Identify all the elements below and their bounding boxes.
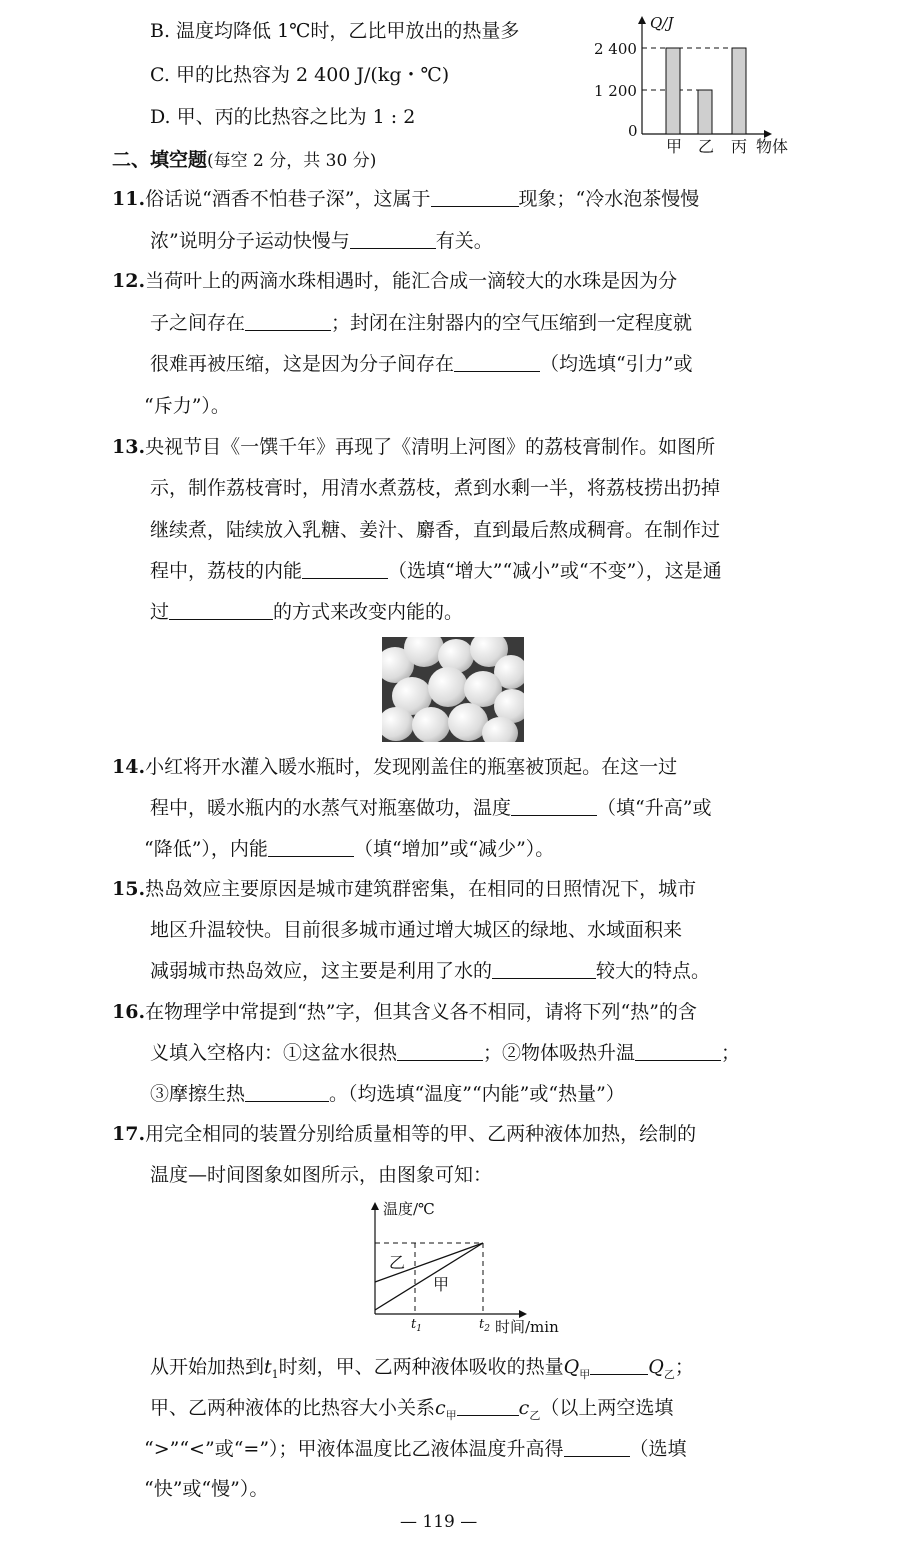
bar-bing [732,48,746,134]
q12-blank-1[interactable] [245,314,331,331]
q13-text-1: 央视节目《一馔千年》再现了《清明上河图》的荔枝膏制作。如图所 [145,436,716,458]
bar-chart-ylabel: Q/J [650,14,674,32]
q17-c-yi: c [518,1397,530,1419]
q14-text-2: 程中，暖水瓶内的水蒸气对瓶塞做功，温度 [150,797,512,819]
q17-blank-2[interactable] [457,1399,519,1416]
q12-line4: “斥力”）。 [144,395,230,417]
q15-text-1: 热岛效应主要原因是城市建筑群密集，在相同的日照情况下，城市 [145,878,697,900]
q17-c-jia-sub: 甲 [445,1408,457,1422]
q12-text-2: 子之间存在 [150,312,246,334]
q16-text-6: 。（均选填“温度”“内能”或“热量”） [329,1083,625,1105]
q15-text-2: 减弱城市热岛效应，这主要是利用了水的 [150,960,493,982]
q17-line1 [112,1125,696,1144]
q17-text-4: 甲、乙两种液体的比热容大小关系 [150,1397,436,1419]
q17-line5 [144,1440,687,1459]
line-chart-xlabel: 时间/min [495,1318,559,1336]
q14-line3 [144,840,554,859]
q16-text-4: ； [721,1042,741,1064]
bar-chart-xlabel: 物体 [756,137,789,156]
q17-line2: 温度—时间图象如图所示，由图象可知： [150,1164,493,1186]
q12-line1 [112,272,677,291]
q17-text-1: 用完全相同的装置分别给质量相等的甲、乙两种液体加热，绘制的 [145,1123,697,1145]
q12-text-1: 当荷叶上的两滴水珠相遇时，能汇合成一滴较大的水珠是因为分 [145,270,678,292]
page-number: — 119 — [400,1512,478,1532]
q11-text-4: 有关。 [435,230,493,252]
q12-blank-2[interactable] [454,355,540,372]
q16-line1 [112,1003,697,1022]
q17-number: 17. [112,1123,146,1145]
q11-blank-2[interactable] [350,232,436,249]
q14-line1 [112,758,677,777]
q16-blank-2[interactable] [635,1044,721,1061]
q16-text-3: ；②物体吸热升温 [483,1042,636,1064]
q17-text-5: （以上两空选填 [540,1397,674,1419]
q17-line4 [150,1399,673,1421]
q16-text-1: 在物理学中常提到“热”字，但其含义各不相同，请将下列“热”的含 [145,1001,697,1023]
bar-label-jia: 甲 [666,137,683,156]
q14-line2 [150,799,711,818]
line-chart-ylabel: 温度/℃ [383,1200,435,1218]
q12-line3 [150,355,692,374]
section-title-text: 二、填空题 [112,149,208,171]
q15-line3 [150,962,710,981]
option-d: D. 甲、丙的比热容之比为 1 : 2 [150,106,416,128]
q13-blank-2[interactable] [169,603,273,620]
q12-text-5: （均选填“引力”或 [540,353,693,375]
q13-text-5: 的方式来改变内能的。 [273,601,464,623]
q15-line1 [112,880,696,899]
q17-line3 [150,1358,694,1380]
q17-q-jia: Q [563,1356,580,1378]
q13-text-3: （选填“增大”“减小”或“不变”），这是通 [388,560,722,582]
q11-text-2: 现象；“冷水泡茶慢慢 [518,188,700,210]
q14-text-4: “降低”），内能 [144,838,268,860]
line-label-yi: 乙 [389,1253,406,1272]
q16-number: 16. [112,1001,146,1023]
q17-q-jia-sub: 甲 [579,1367,591,1381]
q13-text-4: 过 [150,601,170,623]
q16-line3 [150,1085,625,1104]
bar-jia [666,48,680,134]
section-note: (每空 2 分，共 30 分) [207,151,377,171]
q11-text-3: 浓”说明分子运动快慢与 [150,230,350,252]
q17-text-6: “>”“<”或“=”）；甲液体温度比乙液体温度升高得 [144,1438,564,1460]
q12-line2 [150,314,692,333]
q14-number: 14. [112,756,146,778]
q15-text-3: 较大的特点。 [596,960,711,982]
bar-chart [590,8,800,158]
q15-number: 15. [112,878,146,900]
q17-c-yi-sub: 乙 [529,1408,541,1422]
bar-label-yi: 乙 [698,137,715,156]
q14-text-1: 小红将开水灌入暖水瓶时，发现刚盖住的瓶塞被顶起。在这一过 [145,756,678,778]
q17-t1-sub: 1 [271,1367,279,1381]
q17-semicolon: ； [674,1356,694,1378]
q12-number: 12. [112,270,146,292]
q17-blank-1[interactable] [590,1358,648,1375]
option-b: B. 温度均降低 1℃时，乙比甲放出的热量多 [150,20,520,42]
q17-t1: t [264,1356,272,1378]
q13-line2: 示，制作荔枝膏时，用清水煮荔枝，煮到水剩一半，将荔枝捞出扔掉 [150,477,721,499]
q17-c-jia: c [435,1397,446,1419]
q12-text-4: 很难再被压缩，这是因为分子间存在 [150,353,455,375]
tick-t2: $t_2$ [479,1317,490,1334]
q16-text-5: ③摩擦生热 [150,1083,246,1105]
q13-line4 [150,562,722,581]
q14-blank-1[interactable] [511,799,597,816]
q16-line2 [150,1044,740,1063]
bar-chart-tick-0: 0 [628,122,638,140]
q17-line6: “快”或“慢”）。 [144,1478,269,1500]
q14-text-3: （填“升高”或 [597,797,712,819]
q13-text-2: 程中，荔枝的内能 [150,560,303,582]
q13-line5 [150,603,463,622]
q16-blank-1[interactable] [397,1044,483,1061]
option-c: C. 甲的比热容为 2 400 J/(kg・℃) [150,64,450,86]
q13-line3: 继续煮，陆续放入乳糖、姜汁、麝香，直到最后熬成稠膏。在制作过 [150,519,721,541]
temperature-time-graph [355,1196,585,1346]
q17-q-yi: Q [648,1356,664,1378]
line-label-jia: 甲 [433,1275,450,1294]
q11-number: 11. [112,188,146,210]
lychee-photo [382,637,524,742]
q13-number: 13. [112,436,146,458]
q17-text-3: 时刻，甲、乙两种液体吸收的热量 [278,1356,564,1378]
q17-blank-3[interactable] [564,1440,630,1457]
q15-blank-1[interactable] [492,962,596,979]
q11-line1 [112,190,699,209]
q16-blank-3[interactable] [245,1085,329,1102]
q15-line2: 地区升温较快。目前很多城市通过增大城区的绿地、水域面积来 [150,919,683,941]
bar-chart-tick-1200: 1 200 [594,82,637,100]
bar-yi [698,90,712,134]
q17-text-7: （选填 [629,1438,687,1460]
tick-t1: $t_1$ [411,1317,422,1334]
q17-text-2: 从开始加热到 [150,1356,265,1378]
q14-text-5: （填“增加”或“减少”）。 [353,838,555,860]
q11-blank-1[interactable] [431,190,519,207]
q16-text-2: 义填入空格内：①这盆水很热 [150,1042,398,1064]
q13-blank-1[interactable] [302,562,388,579]
q14-blank-2[interactable] [268,840,354,857]
q17-q-yi-sub: 乙 [663,1367,675,1381]
q12-text-3: ；封闭在注射器内的空气压缩到一定程度就 [331,312,693,334]
q11-line2 [150,232,493,251]
q11-text-1: 俗话说“酒香不怕巷子深”，这属于 [145,188,431,210]
bar-label-bing: 丙 [731,137,748,156]
q13-line1 [112,438,715,457]
bar-chart-tick-2400: 2 400 [594,40,637,58]
section-title [112,151,376,170]
